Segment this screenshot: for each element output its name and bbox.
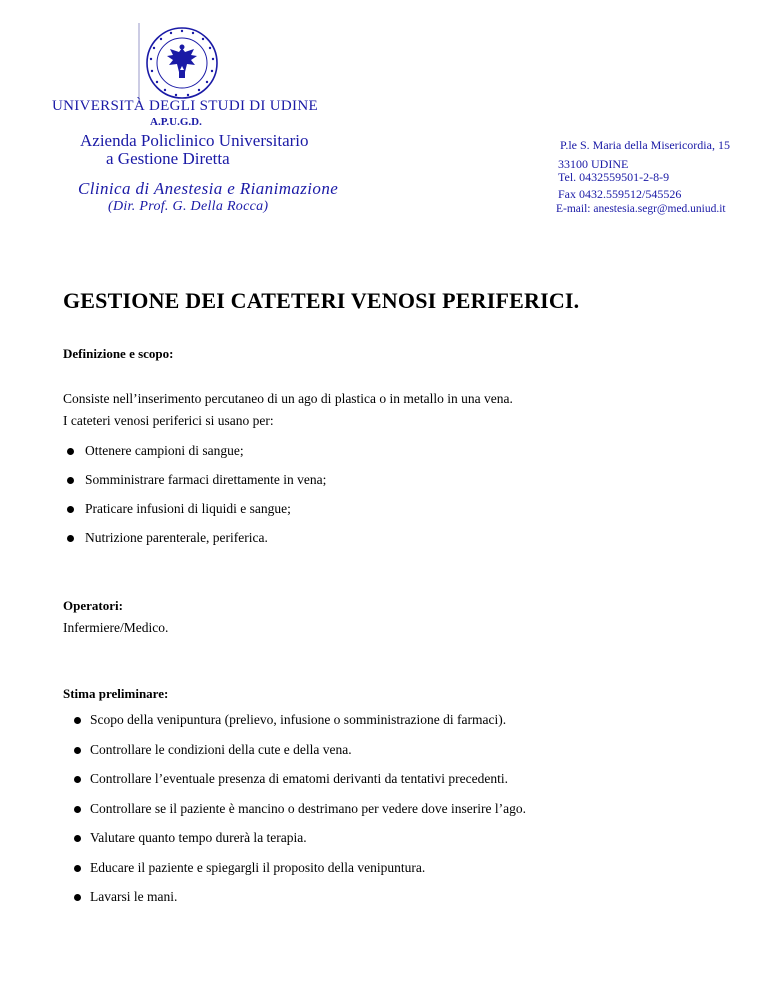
bullet-icon	[67, 448, 74, 455]
bullet-icon	[74, 865, 81, 872]
bullet-icon	[67, 535, 74, 542]
address-tel: Tel. 0432559501-2-8-9	[558, 170, 670, 184]
azienda-line-1: Azienda Policlinico Universitario	[80, 131, 309, 150]
bullet-icon	[74, 806, 81, 813]
bullet-icon	[67, 506, 74, 513]
clinic-name: Clinica di Anestesia e Rianimazione	[78, 179, 339, 198]
apugd-label: A.P.U.G.D.	[150, 116, 202, 128]
bullet-icon	[74, 776, 81, 783]
bullet-icon	[67, 477, 74, 484]
address-street: P.le S. Maria della Misericordia, 15	[560, 138, 730, 152]
stima-heading: Stima preliminare:	[63, 686, 169, 701]
bullet-icon	[74, 747, 81, 754]
address-fax: Fax 0432.559512/545526	[558, 187, 682, 201]
bullet-icon	[74, 894, 81, 901]
azienda-line-2: a Gestione Diretta	[106, 149, 230, 168]
document-title: GESTIONE DEI CATETERI VENOSI PERIFERICI.	[63, 288, 580, 313]
operatori-heading: Operatori:	[63, 598, 123, 613]
definizione-heading: Definizione e scopo:	[63, 346, 174, 361]
operatori-text: Infermiere/Medico.	[63, 620, 169, 635]
address-email[interactable]: E-mail: anestesia.segr@med.uniud.it	[556, 203, 726, 215]
address-city: 33100 UDINE	[558, 157, 629, 171]
university-name: UNIVERSITÀ DEGLI STUDI DI UDINE	[52, 98, 318, 114]
definizione-paragraph-2: I cateteri venosi periferici si usano per:	[63, 413, 274, 428]
definizione-paragraph-1: Consiste nell’inserimento percutaneo di un ago di plastica o in metallo in una vena.	[63, 391, 513, 406]
director-name: (Dir. Prof. G. Della Rocca)	[108, 199, 269, 214]
bullet-icon	[74, 835, 81, 842]
bullet-icon	[74, 717, 81, 724]
university-seal-icon	[135, 18, 225, 108]
